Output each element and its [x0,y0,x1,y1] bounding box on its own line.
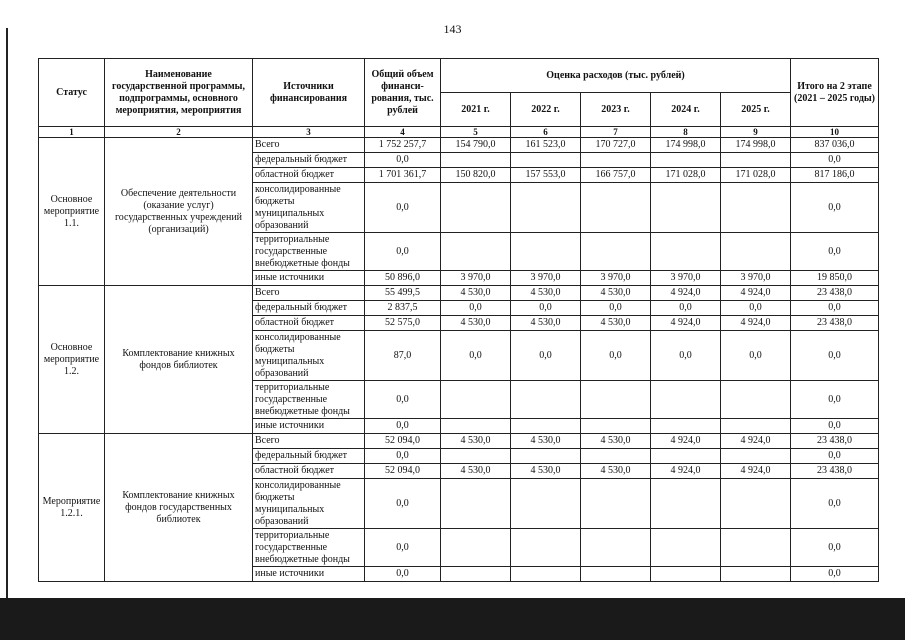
stage-cell: 23 438,0 [791,434,879,449]
year-cell: 154 790,0 [441,138,511,153]
scan-edge-bottom [0,598,905,640]
year-cell [511,529,581,567]
stage-cell: 0,0 [791,479,879,529]
source-cell: территориальные государственные внебюджетные фонды [253,381,365,419]
year-cell: 4 530,0 [511,286,581,301]
year-cell [651,479,721,529]
year-cell: 0,0 [721,301,791,316]
year-cell [581,449,651,464]
stage-cell: 0,0 [791,331,879,381]
year-cell [651,529,721,567]
year-cell: 170 727,0 [581,138,651,153]
year-cell: 150 820,0 [441,168,511,183]
year-cell: 0,0 [721,331,791,381]
stage-cell: 0,0 [791,301,879,316]
table-row [39,138,879,153]
header-total: Общий объем финанси-рования, тыс. рублей [365,59,441,127]
year-cell [651,419,721,434]
total-cell: 0,0 [365,529,441,567]
stage-cell: 0,0 [791,183,879,233]
row-name: Комплектование книжных фондов государственных библиотек [105,434,253,582]
source-cell: федеральный бюджет [253,301,365,316]
year-cell: 4 530,0 [581,464,651,479]
total-cell: 0,0 [365,183,441,233]
year-cell [511,381,581,419]
total-cell: 0,0 [365,479,441,529]
year-cell [511,183,581,233]
col-number: 8 [651,127,721,138]
col-number: 10 [791,127,879,138]
year-cell [441,153,511,168]
col-number: 1 [39,127,105,138]
col-number: 5 [441,127,511,138]
year-cell: 4 530,0 [581,434,651,449]
year-cell: 0,0 [651,331,721,381]
table-row [39,286,879,301]
total-cell: 1 752 257,7 [365,138,441,153]
year-cell: 0,0 [651,301,721,316]
year-cell [581,183,651,233]
source-cell: Всего [253,138,365,153]
row-status: Основное мероприятие 1.2. [39,286,105,434]
stage-cell: 0,0 [791,381,879,419]
year-cell [651,567,721,582]
source-cell: консолидированные бюджеты муниципальных образований [253,183,365,233]
col-number: 6 [511,127,581,138]
year-cell [441,479,511,529]
header-stage-total: Итого на 2 этапе (2021 – 2025 годы) [791,59,879,127]
stage-cell: 817 186,0 [791,168,879,183]
stage-cell: 19 850,0 [791,271,879,286]
total-cell: 0,0 [365,153,441,168]
year-cell: 4 530,0 [581,316,651,331]
year-cell [581,479,651,529]
year-cell: 4 924,0 [651,464,721,479]
year-cell [581,529,651,567]
year-cell: 4 924,0 [651,434,721,449]
stage-cell: 837 036,0 [791,138,879,153]
total-cell: 0,0 [365,233,441,271]
year-cell [721,381,791,419]
year-cell: 0,0 [441,301,511,316]
header-name: Наименование государственной программы, подпрограммы, основного мероприятия, мероприятия [105,59,253,127]
row-name: Комплектование книжных фондов библиотек [105,286,253,434]
row-status: Основное мероприятие 1.1. [39,138,105,286]
stage-cell: 0,0 [791,419,879,434]
year-cell: 4 530,0 [511,434,581,449]
year-cell [511,153,581,168]
total-cell: 52 575,0 [365,316,441,331]
source-cell: областной бюджет [253,464,365,479]
header-estimate: Оценка расходов (тыс. рублей) [441,59,791,93]
stage-cell: 0,0 [791,153,879,168]
year-cell: 4 924,0 [651,286,721,301]
year-cell: 171 028,0 [651,168,721,183]
year-cell: 4 530,0 [581,286,651,301]
year-cell [511,419,581,434]
year-cell [651,449,721,464]
stage-cell: 23 438,0 [791,464,879,479]
source-cell: федеральный бюджет [253,153,365,168]
year-cell [721,479,791,529]
source-cell: консолидированные бюджеты муниципальных образований [253,331,365,381]
year-cell: 4 530,0 [441,464,511,479]
total-cell: 0,0 [365,567,441,582]
total-cell: 0,0 [365,381,441,419]
year-cell [651,153,721,168]
year-cell [651,183,721,233]
year-cell: 0,0 [581,331,651,381]
table-row [39,434,879,449]
year-cell [581,233,651,271]
year-cell [441,233,511,271]
year-cell [441,449,511,464]
header-year: 2025 г. [721,93,791,127]
year-cell [581,567,651,582]
year-cell: 4 530,0 [511,464,581,479]
year-cell [721,153,791,168]
year-cell [511,567,581,582]
year-cell [651,233,721,271]
year-cell: 4 530,0 [441,286,511,301]
row-status: Мероприятие 1.2.1. [39,434,105,582]
year-cell: 4 924,0 [721,464,791,479]
year-cell: 171 028,0 [721,168,791,183]
year-cell: 174 998,0 [651,138,721,153]
year-cell [511,233,581,271]
source-cell: иные источники [253,567,365,582]
year-cell: 3 970,0 [441,271,511,286]
year-cell: 0,0 [511,301,581,316]
year-cell: 157 553,0 [511,168,581,183]
header-year: 2023 г. [581,93,651,127]
year-cell [651,381,721,419]
year-cell: 4 530,0 [441,316,511,331]
year-cell: 3 970,0 [651,271,721,286]
col-number: 2 [105,127,253,138]
year-cell: 0,0 [511,331,581,381]
stage-cell: 0,0 [791,233,879,271]
scan-edge-left [6,28,8,598]
stage-cell: 0,0 [791,449,879,464]
total-cell: 0,0 [365,449,441,464]
source-cell: иные источники [253,419,365,434]
header-status: Статус [39,59,105,127]
header-year: 2022 г. [511,93,581,127]
year-cell: 3 970,0 [721,271,791,286]
year-cell [511,479,581,529]
year-cell [581,381,651,419]
year-cell [441,419,511,434]
source-cell: Всего [253,286,365,301]
year-cell: 4 924,0 [651,316,721,331]
stage-cell: 23 438,0 [791,286,879,301]
year-cell: 4 530,0 [441,434,511,449]
col-number: 7 [581,127,651,138]
year-cell [441,381,511,419]
total-cell: 52 094,0 [365,434,441,449]
year-cell [441,183,511,233]
year-cell: 4 924,0 [721,286,791,301]
source-cell: федеральный бюджет [253,449,365,464]
year-cell [721,419,791,434]
total-cell: 0,0 [365,419,441,434]
total-cell: 1 701 361,7 [365,168,441,183]
stage-cell: 23 438,0 [791,316,879,331]
total-cell: 52 094,0 [365,464,441,479]
year-cell: 174 998,0 [721,138,791,153]
year-cell: 3 970,0 [581,271,651,286]
col-number: 4 [365,127,441,138]
year-cell: 4 530,0 [511,316,581,331]
total-cell: 87,0 [365,331,441,381]
year-cell: 4 924,0 [721,434,791,449]
row-name: Обеспечение деятельности (оказание услуг) государственных учреждений (организаций) [105,138,253,286]
stage-cell: 0,0 [791,567,879,582]
year-cell: 3 970,0 [511,271,581,286]
col-number: 9 [721,127,791,138]
page-number: 143 [443,22,462,36]
source-cell: территориальные государственные внебюджетные фонды [253,233,365,271]
source-cell: Всего [253,434,365,449]
col-number: 3 [253,127,365,138]
year-cell: 166 757,0 [581,168,651,183]
source-cell: областной бюджет [253,316,365,331]
year-cell [721,449,791,464]
stage-cell: 0,0 [791,529,879,567]
year-cell [721,567,791,582]
budget-table [38,58,879,582]
source-cell: территориальные государственные внебюджетные фонды [253,529,365,567]
year-cell: 161 523,0 [511,138,581,153]
year-cell: 0,0 [581,301,651,316]
year-cell [441,529,511,567]
year-cell [721,233,791,271]
year-cell [511,449,581,464]
source-cell: областной бюджет [253,168,365,183]
header-year: 2024 г. [651,93,721,127]
total-cell: 2 837,5 [365,301,441,316]
year-cell [721,529,791,567]
year-cell: 4 924,0 [721,316,791,331]
year-cell: 0,0 [441,331,511,381]
source-cell: консолидированные бюджеты муниципальных образований [253,479,365,529]
header-year: 2021 г. [441,93,511,127]
year-cell [581,419,651,434]
year-cell [721,183,791,233]
total-cell: 50 896,0 [365,271,441,286]
year-cell [581,153,651,168]
source-cell: иные источники [253,271,365,286]
header-sources: Источники финансирования [253,59,365,127]
year-cell [441,567,511,582]
total-cell: 55 499,5 [365,286,441,301]
